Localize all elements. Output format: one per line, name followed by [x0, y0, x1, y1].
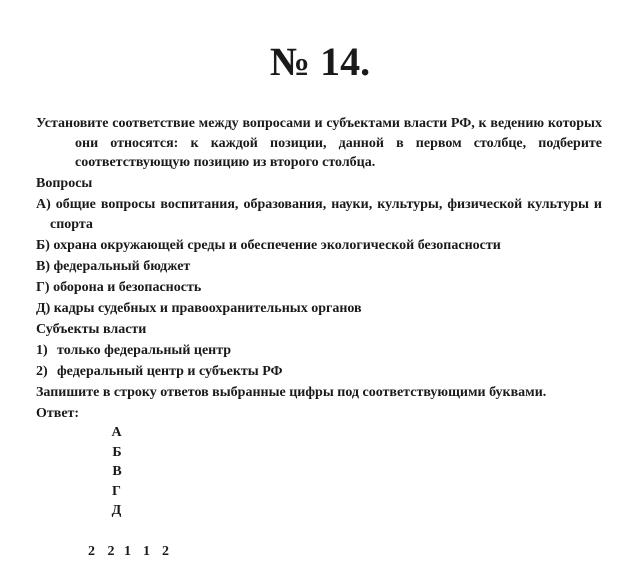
subjects-heading: Субъекты власти: [36, 321, 147, 337]
question-e: Д) кадры судебных и правоохранительных органов: [36, 300, 362, 316]
answer-digits-row: [36, 542, 602, 562]
question-a: А) общие вопросы воспитания, образования, науки, культуры, физической культуры и спорта: [36, 197, 602, 232]
answer-letter: Г: [112, 483, 121, 499]
subject-number: 2): [36, 363, 48, 379]
answer-instruction: Запишите в строку ответов выбранные цифры под соответствующими буквами.: [36, 384, 547, 400]
subject-item-2: [36, 362, 602, 382]
answer-digit: 2: [162, 543, 169, 559]
answer-digit: 2: [88, 543, 95, 559]
subject-text: федеральный центр и субъекты РФ: [57, 363, 283, 379]
slide-title: № 14.: [269, 39, 371, 84]
answer-letter: Б: [112, 444, 122, 460]
answer-letter: Д: [111, 503, 122, 518]
answer-letters: [88, 404, 125, 541]
question-b: Б) охрана окружающей среды и обеспечение экологической безопасности: [36, 237, 501, 253]
answer-letter: А: [111, 425, 122, 440]
task-content: [36, 114, 602, 563]
question-c: В) федеральный бюджет: [36, 258, 191, 274]
answer-digit: 2: [107, 543, 115, 559]
questions-heading: Вопросы: [36, 176, 93, 191]
answer-digit: 1: [143, 543, 150, 559]
task-instruction: Установите соответствие между вопросами и субъектами власти РФ, к ведению которых они относятся: к каждой позиции, данной в первом столбце, подберите соответствующую позицию из второго столбца.: [36, 116, 602, 170]
subject-number: 1): [36, 342, 48, 358]
subject-text: только федеральный центр: [57, 342, 232, 358]
answer-label: Ответ:: [36, 405, 80, 421]
answer-letters-row: [36, 404, 602, 541]
answer-digit: 1: [124, 543, 131, 559]
answer-letter: В: [112, 464, 122, 479]
question-d: Г) оборона и безопасность: [36, 279, 202, 295]
subject-item-1: [36, 341, 602, 361]
